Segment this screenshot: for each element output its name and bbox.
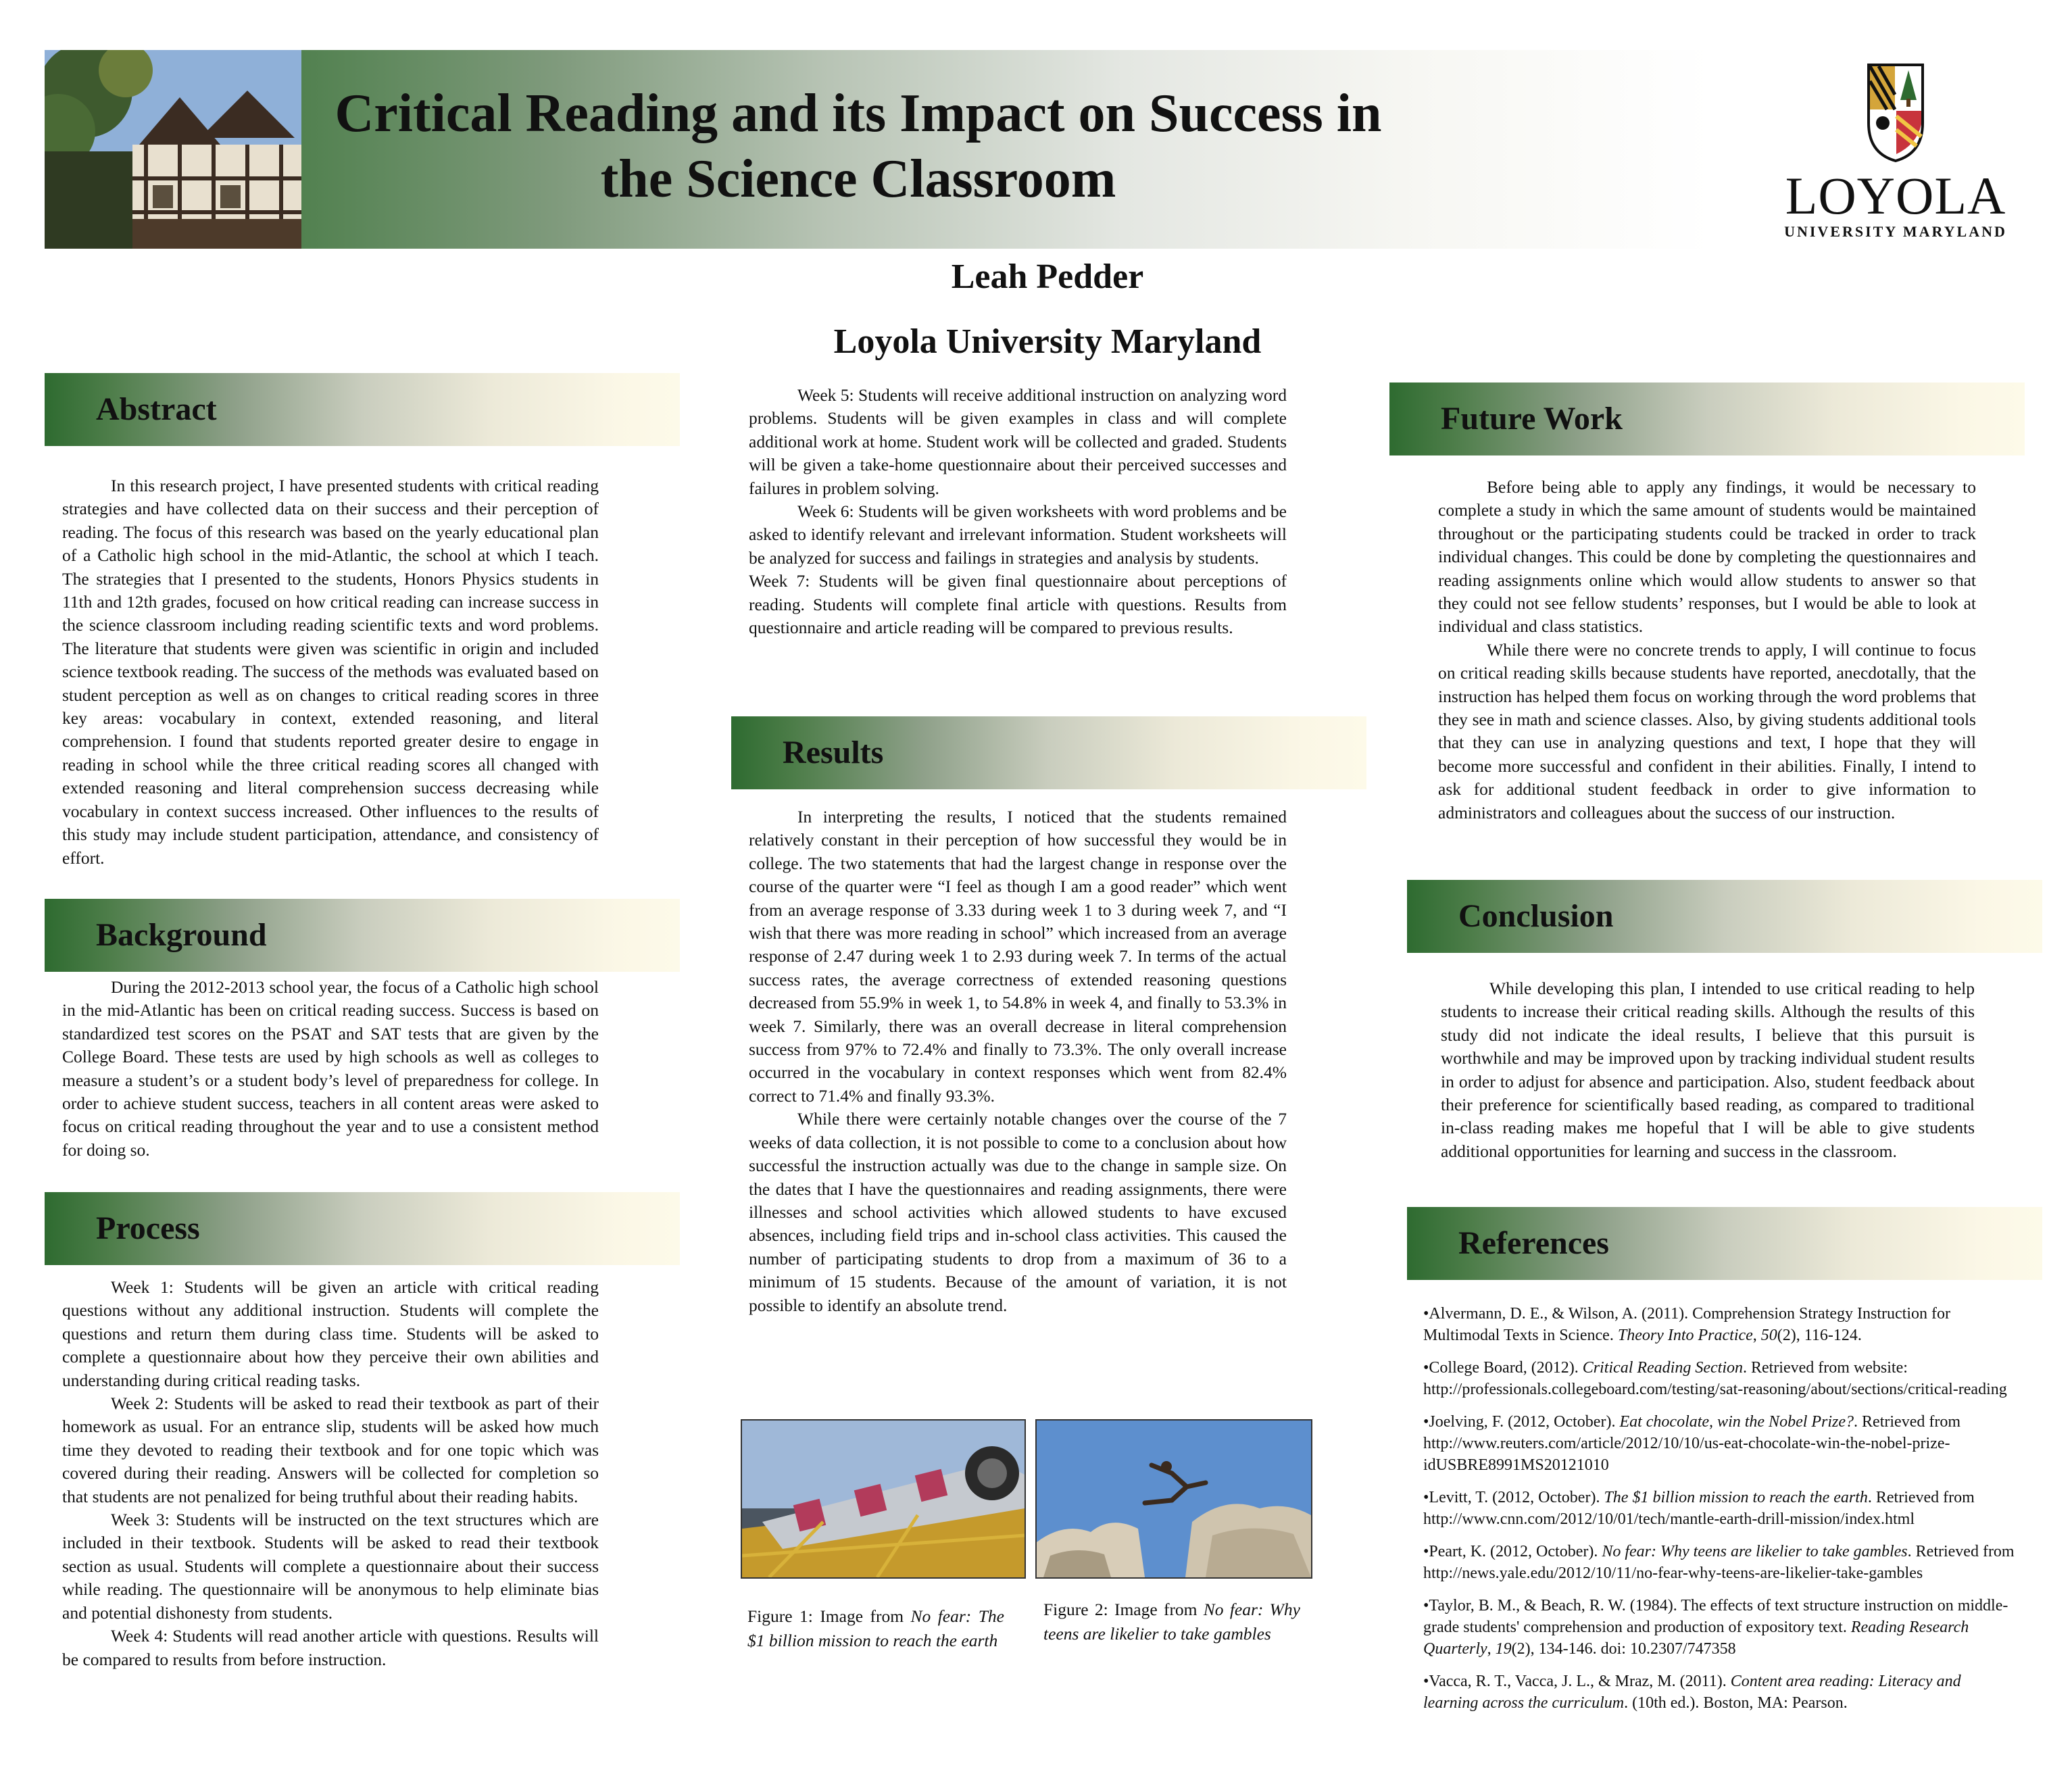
figure-2-caption-source: No fear: Why teens are likelier to take gambles [1043, 1600, 1300, 1644]
conclusion-text: While developing this plan, I intended to use critical reading to help students to increase their critical reading skills. Although the results of this study did not indicate the ideal results, I believe that this pursuit is worthwhile and may be improved upon by tracking individual student results in order to adjust for absence and participation. Also, student feedback about their preference for scientifically based reading, as compared to traditional in-class reading makes me hopeful that I will be able to give students additional opportunities for learning and success in the classroom. [1441, 979, 1975, 1161]
reference-item: •Joelving, F. (2012, October). Eat chocolate, win the Nobel Prize?. Retrieved from http://www.reuters.com/article/2012/10/10/us-eat-chocolate-win-the-nobel-prize-idUSBRE8991MS20121010 [1423, 1413, 1960, 1474]
institution-name: Loyola University Maryland [833, 322, 1262, 361]
figure-1-caption [747, 1604, 1004, 1653]
references-heading-bar [1407, 1207, 2042, 1280]
reference-item: •Vacca, R. T., Vacca, J. L., & Mraz, M. (2011). Content area reading: Literacy and learning across the curriculum. (10th ed.). Boston, MA: Pearson. [1423, 1673, 1961, 1712]
reference-item: •Taylor, B. M., & Beach, R. W. (1984). The effects of text structure instruction on middle-grade students' comprehension and production of expository text. Reading Research Quarterly, 19(2), 134-146. doi: 10.2307/747358 [1423, 1597, 2008, 1658]
results-paragraph-1: In interpreting the results, I noticed that the students remained relatively constant in their perception of how successful they would be in college. The two statements that had the largest change in response over the course of the quarter were “I feel as though I am a good reader” which went from an average response of 3.33 during week 1 to 3 during week 7, and “I wish that there was more reading in school” which increased from an average response of 2.47 during week 1 to 2.93 during week 7. In terms of the actual success rates, the average correctness of extended reasoning questions decreased from 55.9% in week 1, to 54.8% in week 4, and finally to 53.3% in week 7. Similarly, there was an overall decrease in literal comprehension success from 97% to 72.4% and finally to 73.3%. The only overall increase occurred in the vocabulary in context responses which went from 82.4% correct to 71.4% and finally 93.3%. [749, 807, 1287, 1106]
future-work-heading-bar [1389, 383, 2025, 455]
figure-1-image [741, 1419, 1026, 1579]
background-heading: Background [96, 917, 267, 953]
figure-2-caption [1043, 1598, 1300, 1646]
results-heading: Results [783, 735, 884, 770]
future-work-section [1438, 476, 1976, 824]
abstract-heading: Abstract [96, 391, 217, 427]
university-crest-icon [1784, 62, 2007, 164]
process-week-3: Week 3: Students will be instructed on the text structures which are included in their textbook. Students will be asked to read their textbook section as usual. Students will complete a questionnaire about their success while reading. The questionnaire will be anonymous to help eliminate bias and potential dishonesty from students. [62, 1510, 599, 1623]
process-week-1: Week 1: Students will be given an article with critical reading questions without any additional instruction. Students will complete the questions and return them during class time. Students will be asked to complete a questionnaire about how they perceive their own abilities and understanding during critical reading tasks. [62, 1277, 599, 1390]
reference-item: •College Board, (2012). Critical Reading Section. Retrieved from website: http://professionals.collegeboard.com/testing/sat-reasoning/about/sections/critical-reading [1423, 1359, 2007, 1398]
results-paragraph-2: While there were certainly notable changes over the course of the 7 weeks of data collection, it is not possible to come to a conclusion about how successful the instruction actually was due to the change in sample size. On the dates that I have the questionnaires and reading assignments, there were illnesses and school activities which allowed students to have excused absences, including field trips and in-school class activities. This caused the number of participating students to drop from a maximum of 36 to a minimum of 15 students. Because of the amount of variation, it is not possible to identify an absolute trend. [749, 1109, 1287, 1315]
abstract-heading-bar [45, 373, 680, 446]
loyola-logo [1784, 62, 2007, 245]
conclusion-heading: Conclusion [1458, 898, 1614, 934]
reference-item: •Levitt, T. (2012, October). The $1 billion mission to reach the earth. Retrieved from http://www.cnn.com/2012/10/01/tech/mantle-earth-drill-mission/index.html [1423, 1489, 1975, 1528]
figure-2-caption-prefix: Figure 2: Image from [1043, 1600, 1204, 1619]
author-name: Leah Pedder [951, 257, 1144, 296]
process-heading: Process [96, 1210, 200, 1246]
background-text: During the 2012-2013 school year, the focus of a Catholic high school in the mid-Atlantic has been on critical reading success. Success is based on standardized test scores on the PSAT and SAT tests that are given by the College Board. These tests are used by high schools as well as colleges to measure a student’s or a student body’s level of preparedness for college. In order to achieve student success, teachers in all content areas were asked to focus on critical reading throughout the year and to use a consistent method for doing so. [62, 977, 599, 1160]
process-week-5: Week 5: Students will receive additional instruction on analyzing word problems. Students will be given examples in class and will complete additional work at home. Student work will be collected and graded. Students will be given a take-home questionnaire about their perceived successes and failures in problem solving. [749, 385, 1287, 498]
process-heading-bar [45, 1192, 680, 1265]
results-heading-bar [731, 716, 1366, 789]
background-section [62, 976, 599, 1162]
process-section-middle [749, 384, 1287, 639]
process-week-2: Week 2: Students will be asked to read their textbook as part of their homework as usual. For an entrance slip, students will be asked how much time they devoted to reading their textbook and for one topic which was covered during their reading. Answers will be collected for completion so that students are not penalized for being truthful about their reading habits. [62, 1393, 599, 1506]
figure-1-caption-source: No fear: The $1 billion mission to reach the earth [747, 1606, 1004, 1650]
abstract-text: In this research project, I have presented students with critical reading strategies and have collected data on their success and their perception of reading. The focus of this research was based on the yearly educational plan of a Catholic high school in the mid-Atlantic, the school at which I teach. The strategies that I presented to the students, Honors Physics students in 11th and 12th grades, focused on how critical reading can increase success in the science classroom including reading scientific texts and word problems. The literature that students were given was scientific in origin and included science textbook reading. The success of the methods was evaluated based on student perception as well as on changes to critical reading scores in three key areas: vocabulary in context, extended reasoning, and literal comprehension. I found that students reported greater desire to engage in reading in school while the three critical reading scores all changed with extended reasoning and literal comprehension success decreasing while vocabulary in context success increased. Other influences to the results of this study may include student participation, attendance, and consistency of effort. [62, 476, 599, 868]
future-work-paragraph-1: Before being able to apply any findings, it would be necessary to complete a study in which the same amount of students would be maintained throughout or the participating students could be tracked in order to track individual changes. This could be done by completing the questionnaires and reading assignments online which would allow students to answer so that they could not see fellow students’ responses, but I would be able to look at individual and class statistics. [1438, 477, 1976, 637]
results-section [749, 806, 1287, 1317]
campus-building-photo [45, 50, 301, 249]
abstract-section [62, 474, 599, 870]
process-week-7: Week 7: Students will be given final questionnaire about perceptions of reading. Students will complete final article with questions. Results from questionnaire and article reading will be compared to previous results. [749, 571, 1287, 638]
logo-subtitle: UNIVERSITY MARYLAND [1784, 223, 2007, 240]
poster-title: Critical Reading and its Impact on Success in the Science Classroom [335, 84, 1382, 209]
process-section-left [62, 1276, 599, 1671]
reference-item: •Alvermann, D. E., & Wilson, A. (2011). Comprehension Strategy Instruction for Multimodal Texts in Science. Theory Into Practice, 50(2), 116-124. [1423, 1305, 1950, 1344]
background-heading-bar [45, 899, 680, 972]
future-work-heading: Future Work [1441, 401, 1623, 437]
process-week-6: Week 6: Students will be given worksheets with word problems and be asked to identify relevant and irrelevant information. Student worksheets will be analyzed for success and failings in strategies and analysis by students. [749, 501, 1287, 568]
references-list [1423, 1303, 2018, 1725]
reference-item: •Peart, K. (2012, October). No fear: Why teens are likelier to take gambles. Retrieved from http://news.yale.edu/2012/10/11/no-fear-why-teens-are-likelier-take-gambles [1423, 1543, 2015, 1582]
future-work-paragraph-2: While there were no concrete trends to apply, I will continue to focus on critical reading skills because students have reported, anecdotally, that the instruction has helped them focus on working through the word problems that they see in math and science classes. Also, by giving students additional tools that they can use in analyzing questions and text, I hope that they will become more successful and confident in their abilities. Finally, I intend to ask for additional student feedback in order to give information to administrators and colleagues about the success of our instruction. [1438, 639, 1976, 822]
conclusion-section [1441, 977, 1975, 1163]
figure-2-image [1035, 1419, 1312, 1579]
logo-wordmark: LOYOLA [1785, 166, 2006, 225]
figure-1-caption-prefix: Figure 1: Image from [747, 1606, 911, 1626]
process-week-4: Week 4: Students will read another article with questions. Results will be compared to results from before instruction. [62, 1626, 599, 1669]
references-heading: References [1458, 1225, 1609, 1261]
conclusion-heading-bar [1407, 880, 2042, 953]
